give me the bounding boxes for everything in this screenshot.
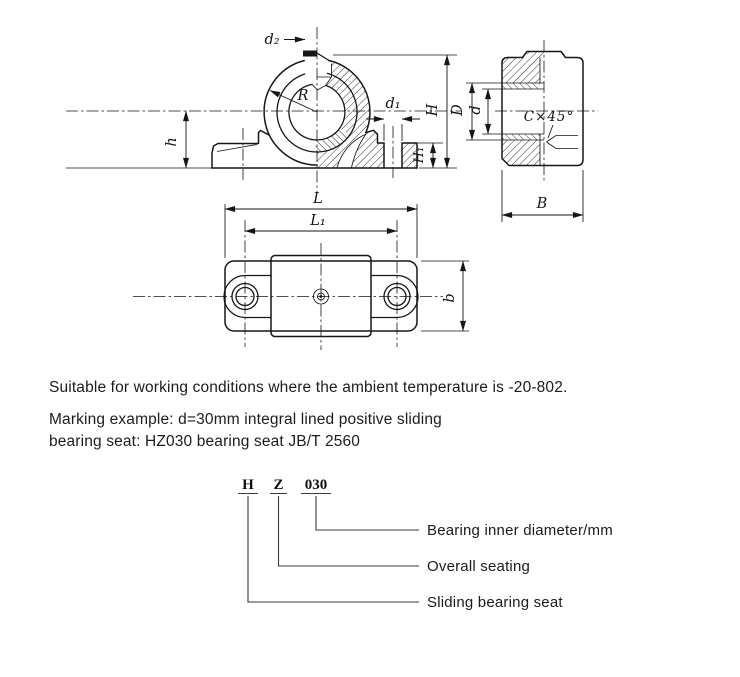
dim-label-d1: d₁ [385,96,401,112]
dim-label-d: d [468,105,484,115]
dim-label-B: B [536,196,548,212]
dim-label-chamfer: C×45° [523,109,575,125]
note-marking-example-line1: Marking example: d=30mm integral lined positive sliding [49,411,442,428]
callout-bearing-inner-diameter: Bearing inner diameter/mm [427,522,613,539]
dim-label-D: D [450,104,466,116]
dim-label-H: H [425,103,441,117]
note-marking-example [49,409,442,452]
callout-sliding-bearing-seat: Sliding bearing seat [427,594,563,611]
designation-code-h: H [242,477,254,493]
dim-label-b: b [442,293,458,303]
dim-label-d2: d₂ [264,32,280,48]
note-marking-example-line2: bearing seat: HZ030 bearing seat JB/T 2560 [49,432,361,450]
dim-label-H1: H₁ [412,146,427,164]
designation-code-030: 030 [304,477,328,493]
dim-label-L: L [313,191,323,207]
dim-label-L1: L₁ [310,213,326,229]
front-view [66,27,462,192]
designation-code-z: Z [273,477,284,493]
note-working-conditions: Suitable for working conditions where the ambient temperature is -20-802. [49,379,568,396]
dim-label-h: h [164,137,180,147]
designation-diagram [238,477,613,611]
callout-overall-seating: Overall seating [427,558,531,575]
top-view [133,191,469,350]
side-view [450,40,598,222]
dim-label-R: R [297,88,309,104]
